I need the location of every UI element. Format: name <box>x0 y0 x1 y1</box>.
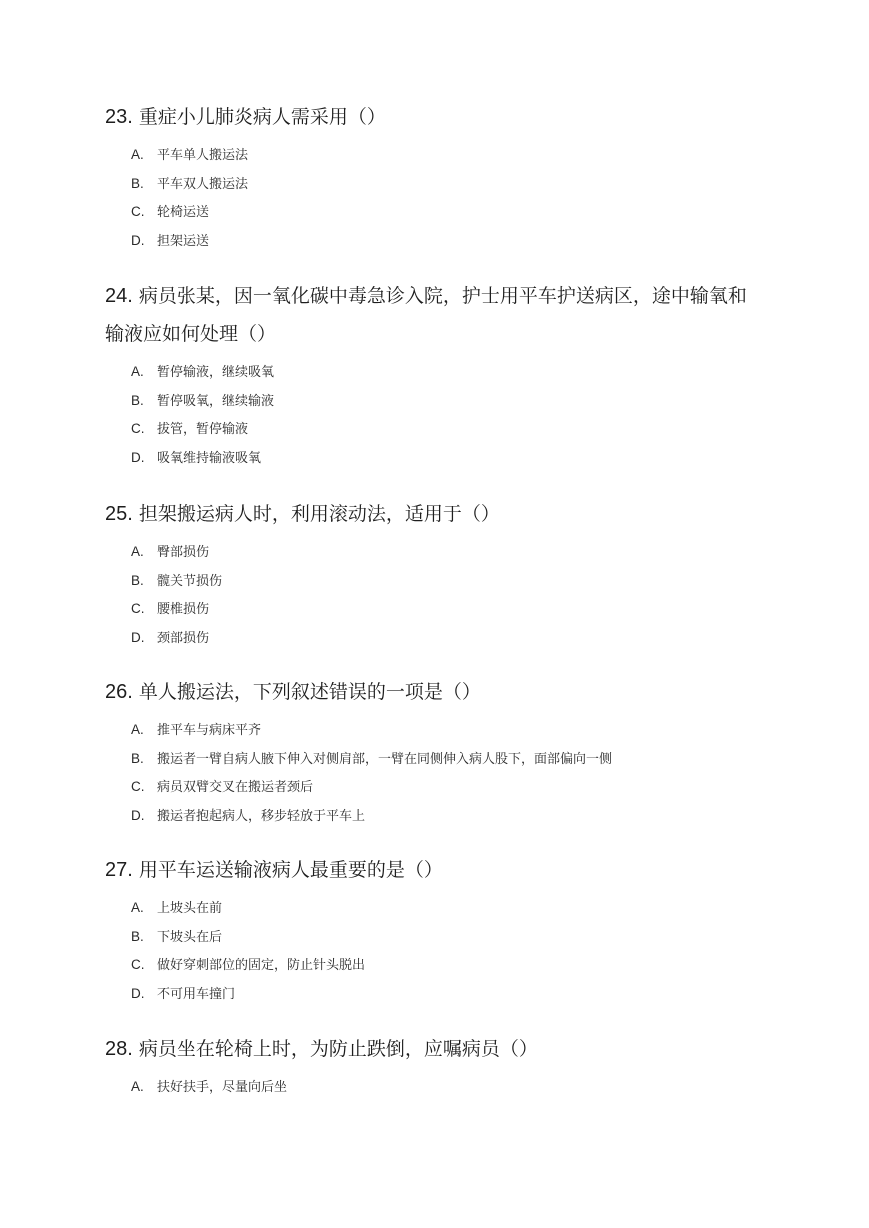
option-b <box>105 567 765 596</box>
option-b <box>105 745 765 774</box>
option-text: 暂停吸氧，继续输液 <box>157 393 275 409</box>
option-text: 担架运送 <box>157 233 210 249</box>
option-letter: C. <box>131 779 145 794</box>
question-number: 26. <box>105 681 133 703</box>
question-text: 病员张某，因一氧化碳中毒急诊入院，护士用平车护送病区，途中输氧和输液应如何处理（） <box>105 285 747 345</box>
option-text: 做好穿刺部位的固定，防止针头脱出 <box>157 958 366 973</box>
option-letter: C. <box>131 204 145 219</box>
option-a <box>105 538 765 567</box>
option-text: 搬运者抱起病人，移步轻放于平车上 <box>157 808 366 824</box>
option-list <box>105 538 765 652</box>
question-text: 用平车运送输液病人最重要的是（） <box>138 859 443 881</box>
option-letter: B. <box>131 928 144 944</box>
option-text: 上坡头在前 <box>157 901 223 916</box>
option-text: 颈部损伤 <box>157 630 210 646</box>
question-title <box>105 1030 765 1068</box>
option-a <box>105 358 765 387</box>
option-text: 平车单人搬运法 <box>157 148 249 163</box>
option-letter: A. <box>131 900 144 915</box>
option-text: 吸氧维持输液吸氧 <box>157 450 262 466</box>
question-26 <box>105 673 765 830</box>
question-23 <box>105 98 765 255</box>
option-d <box>105 444 765 473</box>
question-25 <box>105 495 765 652</box>
option-letter: D. <box>131 985 145 1001</box>
option-letter: C. <box>131 957 145 972</box>
question-number: 28. <box>105 1038 133 1060</box>
question-title <box>105 495 765 533</box>
option-text: 腰椎损伤 <box>157 602 210 617</box>
question-24 <box>105 277 765 472</box>
option-a <box>105 716 765 745</box>
option-letter: A. <box>131 722 144 737</box>
option-letter: B. <box>131 750 144 766</box>
option-text: 暂停输液，继续吸氧 <box>157 365 275 380</box>
option-d <box>105 802 765 831</box>
option-d <box>105 980 765 1009</box>
question-number: 24. <box>105 285 133 307</box>
option-letter: C. <box>131 421 145 436</box>
option-list <box>105 358 765 472</box>
question-text: 担架搬运病人时，利用滚动法，适用于（） <box>138 503 500 525</box>
option-letter: A. <box>131 147 144 162</box>
option-letter: B. <box>131 392 144 408</box>
question-title <box>105 851 765 889</box>
option-text: 拔管，暂停输液 <box>157 422 249 437</box>
option-text: 臀部损伤 <box>157 545 210 560</box>
option-text: 扶好扶手，尽量向后坐 <box>157 1080 288 1095</box>
option-list <box>105 894 765 1008</box>
option-text: 髋关节损伤 <box>157 573 223 589</box>
question-title <box>105 673 765 711</box>
question-number: 23. <box>105 106 133 128</box>
option-letter: D. <box>131 807 145 823</box>
question-text: 病员坐在轮椅上时，为防止跌倒，应嘱病员（） <box>138 1038 538 1060</box>
option-letter: B. <box>131 175 144 191</box>
question-text: 单人搬运法，下列叙述错误的一项是（） <box>138 681 481 703</box>
option-a <box>105 141 765 170</box>
option-text: 轮椅运送 <box>157 205 210 220</box>
option-b <box>105 170 765 199</box>
option-d <box>105 624 765 653</box>
question-28 <box>105 1030 765 1102</box>
option-text: 下坡头在后 <box>157 929 223 945</box>
option-text: 推平车与病床平齐 <box>157 723 262 738</box>
option-b <box>105 387 765 416</box>
option-d <box>105 227 765 256</box>
option-c <box>105 198 765 227</box>
question-number: 27. <box>105 859 133 881</box>
option-letter: D. <box>131 449 145 465</box>
question-title <box>105 277 765 353</box>
question-number: 25. <box>105 503 133 525</box>
option-text: 病员双臂交叉在搬运者颈后 <box>157 780 314 795</box>
question-text: 重症小儿肺炎病人需采用（） <box>138 106 386 128</box>
option-list <box>105 141 765 255</box>
question-title <box>105 98 765 136</box>
option-letter: A. <box>131 544 144 559</box>
option-list <box>105 716 765 830</box>
option-text: 搬运者一臂自病人腋下伸入对侧肩部，一臂在同侧伸入病人股下，面部偏向一侧 <box>157 751 613 767</box>
option-letter: C. <box>131 601 145 616</box>
option-letter: B. <box>131 572 144 588</box>
question-27 <box>105 851 765 1008</box>
option-b <box>105 923 765 952</box>
option-letter: D. <box>131 232 145 248</box>
option-text: 平车双人搬运法 <box>157 176 249 192</box>
option-letter: D. <box>131 629 145 645</box>
option-c <box>105 415 765 444</box>
option-a <box>105 894 765 923</box>
option-letter: A. <box>131 364 144 379</box>
option-c <box>105 773 765 802</box>
option-text: 不可用车撞门 <box>157 986 236 1002</box>
option-c <box>105 951 765 980</box>
option-a <box>105 1073 765 1102</box>
option-letter: A. <box>131 1079 144 1094</box>
option-c <box>105 595 765 624</box>
option-list <box>105 1073 765 1102</box>
